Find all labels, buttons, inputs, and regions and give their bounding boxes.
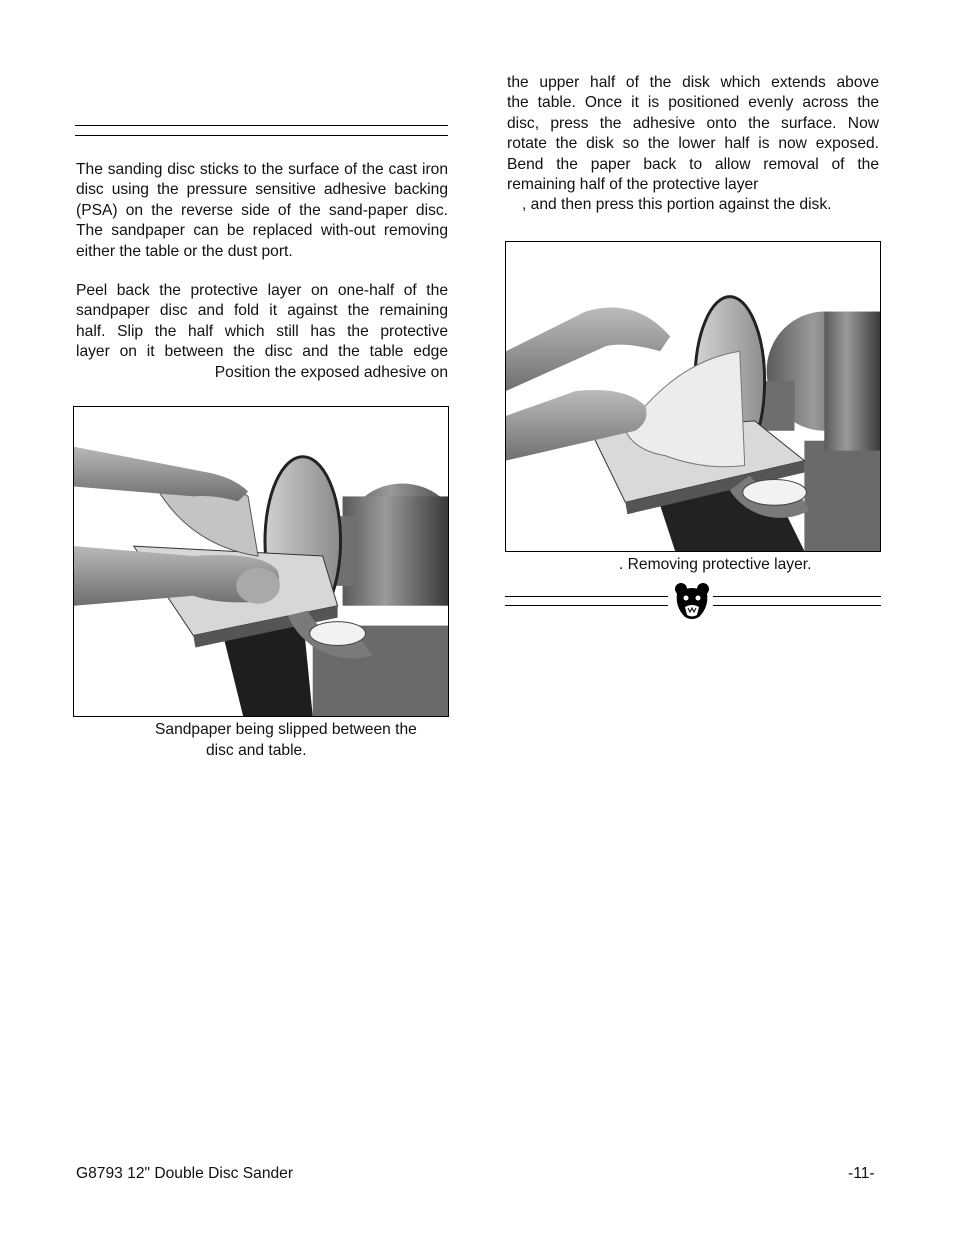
- figure-caption-right: . Removing protective layer.: [619, 556, 812, 573]
- text-line: the table. Once it is positioned evenly across the: [507, 94, 879, 112]
- bear-logo-icon: [673, 581, 711, 621]
- intro-paragraph: The sanding disc sticks to the surface of the cast iron disc using the pressure sensitive adhesive backing (PSA) on the reverse side of the sand-paper disc. The sandpaper can be replaced with-out removing either the table or the dust port.: [76, 161, 448, 260]
- section-title-rule-top: [75, 125, 448, 126]
- divider-rule-right-top: [713, 596, 881, 597]
- text-line: remaining half of the protective layer: [507, 176, 759, 194]
- text-line: half. Slip the half which still has the protective: [76, 322, 448, 340]
- instruction-paragraph-left: [76, 281, 448, 383]
- sander-photo-illustration: [74, 407, 448, 716]
- text-line: sandpaper disc and fold it against the remaining: [76, 302, 448, 320]
- text-line: Position the exposed adhesive on: [214, 363, 448, 381]
- text-line: Bend the paper back to allow removal of the: [507, 155, 879, 173]
- section-title-rule-bottom: [75, 135, 448, 136]
- text-line: Peel back the protective layer on one-half of the: [76, 282, 448, 299]
- footer-page-number: -11-: [848, 1165, 875, 1182]
- divider-rule-left-top: [505, 596, 668, 597]
- divider-rule-right-bottom: [713, 605, 881, 606]
- figure-caption-left-line1: Sandpaper being slipped between the: [155, 721, 417, 738]
- footer-model-name: G8793 12" Double Disc Sander: [76, 1165, 294, 1182]
- text-line: , and then press this portion against the disk.: [522, 196, 832, 214]
- figure-caption-left-line2: disc and table.: [206, 742, 307, 759]
- photo-removing-protective-layer: [505, 241, 881, 552]
- divider-rule-left-bottom: [505, 605, 668, 606]
- photo-sandpaper-slipped: [73, 406, 449, 717]
- text-line: disc, press the adhesive onto the surface. Now: [507, 114, 879, 132]
- text-line: layer on it between the disc and the table edge: [76, 343, 448, 361]
- sander-photo-illustration-2: [506, 242, 880, 551]
- text-line: the upper half of the disk which extends above: [507, 74, 879, 91]
- text-line: rotate the disk so the lower half is now exposed.: [507, 135, 879, 153]
- instruction-paragraph-right: [507, 73, 879, 216]
